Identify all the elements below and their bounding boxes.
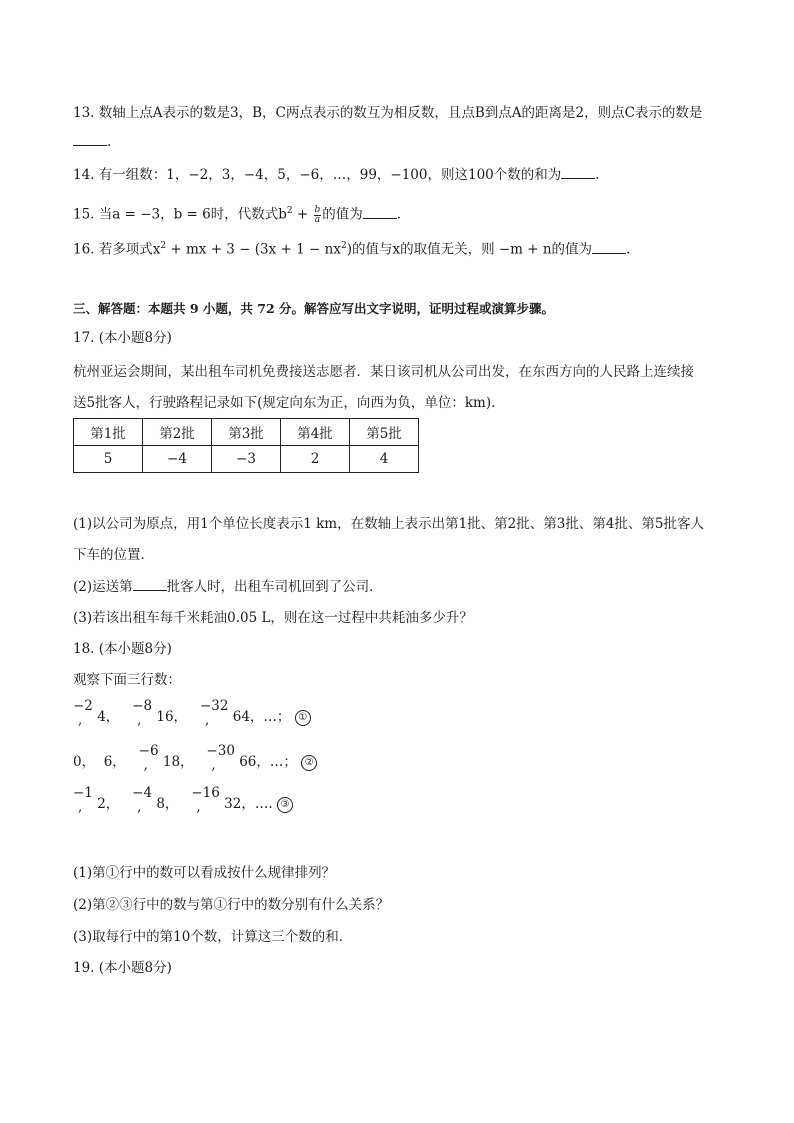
value: −30 — [206, 743, 235, 759]
table-header-row — [74, 419, 419, 446]
value: 32，…. — [224, 796, 273, 812]
comma: , — [137, 799, 142, 815]
table-header-cell: 第5批 — [350, 419, 419, 446]
question-18-sub-1: (1)第①行中的数可以看成按什么规律排列？ — [73, 865, 336, 881]
question-15-suffix: 的值为 — [322, 206, 363, 223]
value: −6 — [138, 743, 159, 759]
value: 4， — [97, 709, 120, 725]
question-15-text: 15. 当a = −3，b = 6时，代数式b — [73, 206, 287, 223]
question-16-middle: + mx + 3 − (3x + 1 − nx — [166, 241, 341, 258]
table-header-cell: 第4批 — [281, 419, 350, 446]
stacked-number — [132, 786, 152, 814]
period: . — [107, 134, 112, 150]
question-17-title: 17. (本小题8分) — [73, 330, 172, 346]
value: −2 — [73, 698, 93, 714]
question-16-suffix: )的值与x的取值无关，则 −m + n的值为 — [346, 241, 593, 258]
period: . — [396, 206, 402, 223]
value: 64，…； — [232, 709, 291, 725]
question-14-text: 14. 有一组数：1，−2，3，−4，5，−6，…，99，−100，则这100个数的和为 — [73, 167, 562, 183]
question-14 — [73, 165, 600, 185]
row-marker-3: ③ — [277, 797, 293, 813]
exponent: 2 — [286, 206, 293, 216]
table-cell: 2 — [281, 446, 350, 473]
question-15 — [73, 201, 401, 225]
question-17-sub-2 — [73, 577, 383, 597]
table-header-cell: 第2批 — [143, 419, 212, 446]
table-cell: 4 — [350, 446, 419, 473]
sub-2-suffix: 批客人时，出租车司机回到了公司． — [166, 579, 383, 595]
comma: , — [143, 757, 148, 773]
question-13-text: 13. 数轴上点A表示的数是3，B，C两点表示的数互为相反数，且点B到点A的距离是2，则点C表示的数是 — [73, 105, 703, 121]
plus-sign: + — [292, 206, 313, 223]
comma: , — [204, 712, 210, 728]
exponent: 2 — [340, 241, 347, 251]
comma: , — [211, 757, 216, 773]
question-18-sub-3: (3)取每行中的第10个数，计算这三个数的和． — [73, 929, 353, 945]
period: . — [595, 167, 600, 183]
answer-blank-14[interactable] — [561, 166, 595, 179]
value: −32 — [199, 698, 229, 714]
fraction-b-over-a — [314, 206, 322, 225]
question-17-sub-1b: 下车的位置． — [73, 547, 154, 563]
value: 2， — [97, 796, 120, 812]
stacked-number — [200, 699, 229, 727]
value: 6， — [103, 754, 126, 770]
question-17-sub-3: (3)若该出租车每千米耗油0.05 L，则在这一过程中共耗油多少升？ — [73, 610, 473, 626]
question-13-line-2 — [73, 132, 111, 152]
comma: , — [196, 799, 201, 815]
question-19-title: 19. (本小题8分) — [73, 960, 172, 976]
table-row — [74, 446, 419, 473]
value: −8 — [132, 698, 153, 714]
comma: , — [78, 712, 83, 728]
question-13-line-1 — [73, 103, 702, 123]
value: −16 — [191, 785, 220, 801]
table-header-cell: 第1批 — [74, 419, 143, 446]
question-18-sub-2: (2)第②③行中的数与第①行中的数分别有什么关系？ — [73, 897, 390, 913]
value: 8， — [156, 796, 179, 812]
comma: , — [137, 712, 142, 728]
denominator: a — [314, 214, 321, 225]
table-cell: −4 — [143, 446, 212, 473]
period: . — [626, 241, 631, 258]
question-18-title: 18. (本小题8分) — [73, 641, 172, 657]
stacked-number — [191, 786, 220, 814]
value: 18， — [162, 754, 194, 770]
distance-table — [73, 418, 419, 473]
table-cell: −3 — [212, 446, 281, 473]
stacked-number — [73, 786, 93, 814]
question-17-para-1: 杭州亚运会期间，某出租车司机免费接送志愿者．某日该司机从公司出发，在东西方向的人民路上连续接 — [73, 364, 694, 380]
sequence-row-1 — [73, 698, 311, 733]
stacked-number — [132, 699, 152, 727]
value: −4 — [132, 785, 153, 801]
question-16 — [73, 236, 630, 260]
exponent: 2 — [160, 241, 167, 251]
table-header-cell: 第3批 — [212, 419, 281, 446]
question-16-text: 16. 若多项式x — [73, 241, 161, 258]
stacked-number — [139, 744, 159, 772]
question-17-sub-1a: (1)以公司为原点，用1个单位长度表示1 km，在数轴上表示出第1批、第2批、第3批、第4批、第5批客人 — [73, 516, 705, 532]
stacked-number — [206, 744, 235, 772]
answer-blank-16[interactable] — [592, 241, 626, 254]
stacked-number — [73, 699, 93, 727]
answer-blank-13[interactable] — [73, 133, 107, 146]
numerator: b — [314, 204, 321, 215]
table-cell: 5 — [74, 446, 143, 473]
sub-2-prefix: (2)运送第 — [73, 579, 133, 595]
question-17-para-2: 送5批客人，行驶路程记录如下(规定向东为正，向西为负，单位：km). — [73, 395, 496, 411]
row-marker-1: ① — [295, 710, 311, 726]
row-marker-2: ② — [301, 755, 317, 771]
value: 16， — [156, 709, 188, 725]
section-3-heading: 三、解答题：本题共 9 小题，共 72 分。解答应写出文字说明，证明过程或演算步骤。 — [73, 301, 555, 316]
comma: , — [78, 799, 83, 815]
question-18-intro: 观察下面三行数： — [73, 672, 181, 688]
sequence-row-2 — [73, 743, 317, 778]
answer-blank-15[interactable] — [363, 206, 397, 219]
value: −1 — [73, 785, 93, 801]
value: 0， — [73, 754, 96, 770]
answer-blank-17-2[interactable] — [133, 578, 167, 591]
value: 66，…； — [239, 754, 297, 770]
sequence-row-3 — [73, 785, 293, 820]
